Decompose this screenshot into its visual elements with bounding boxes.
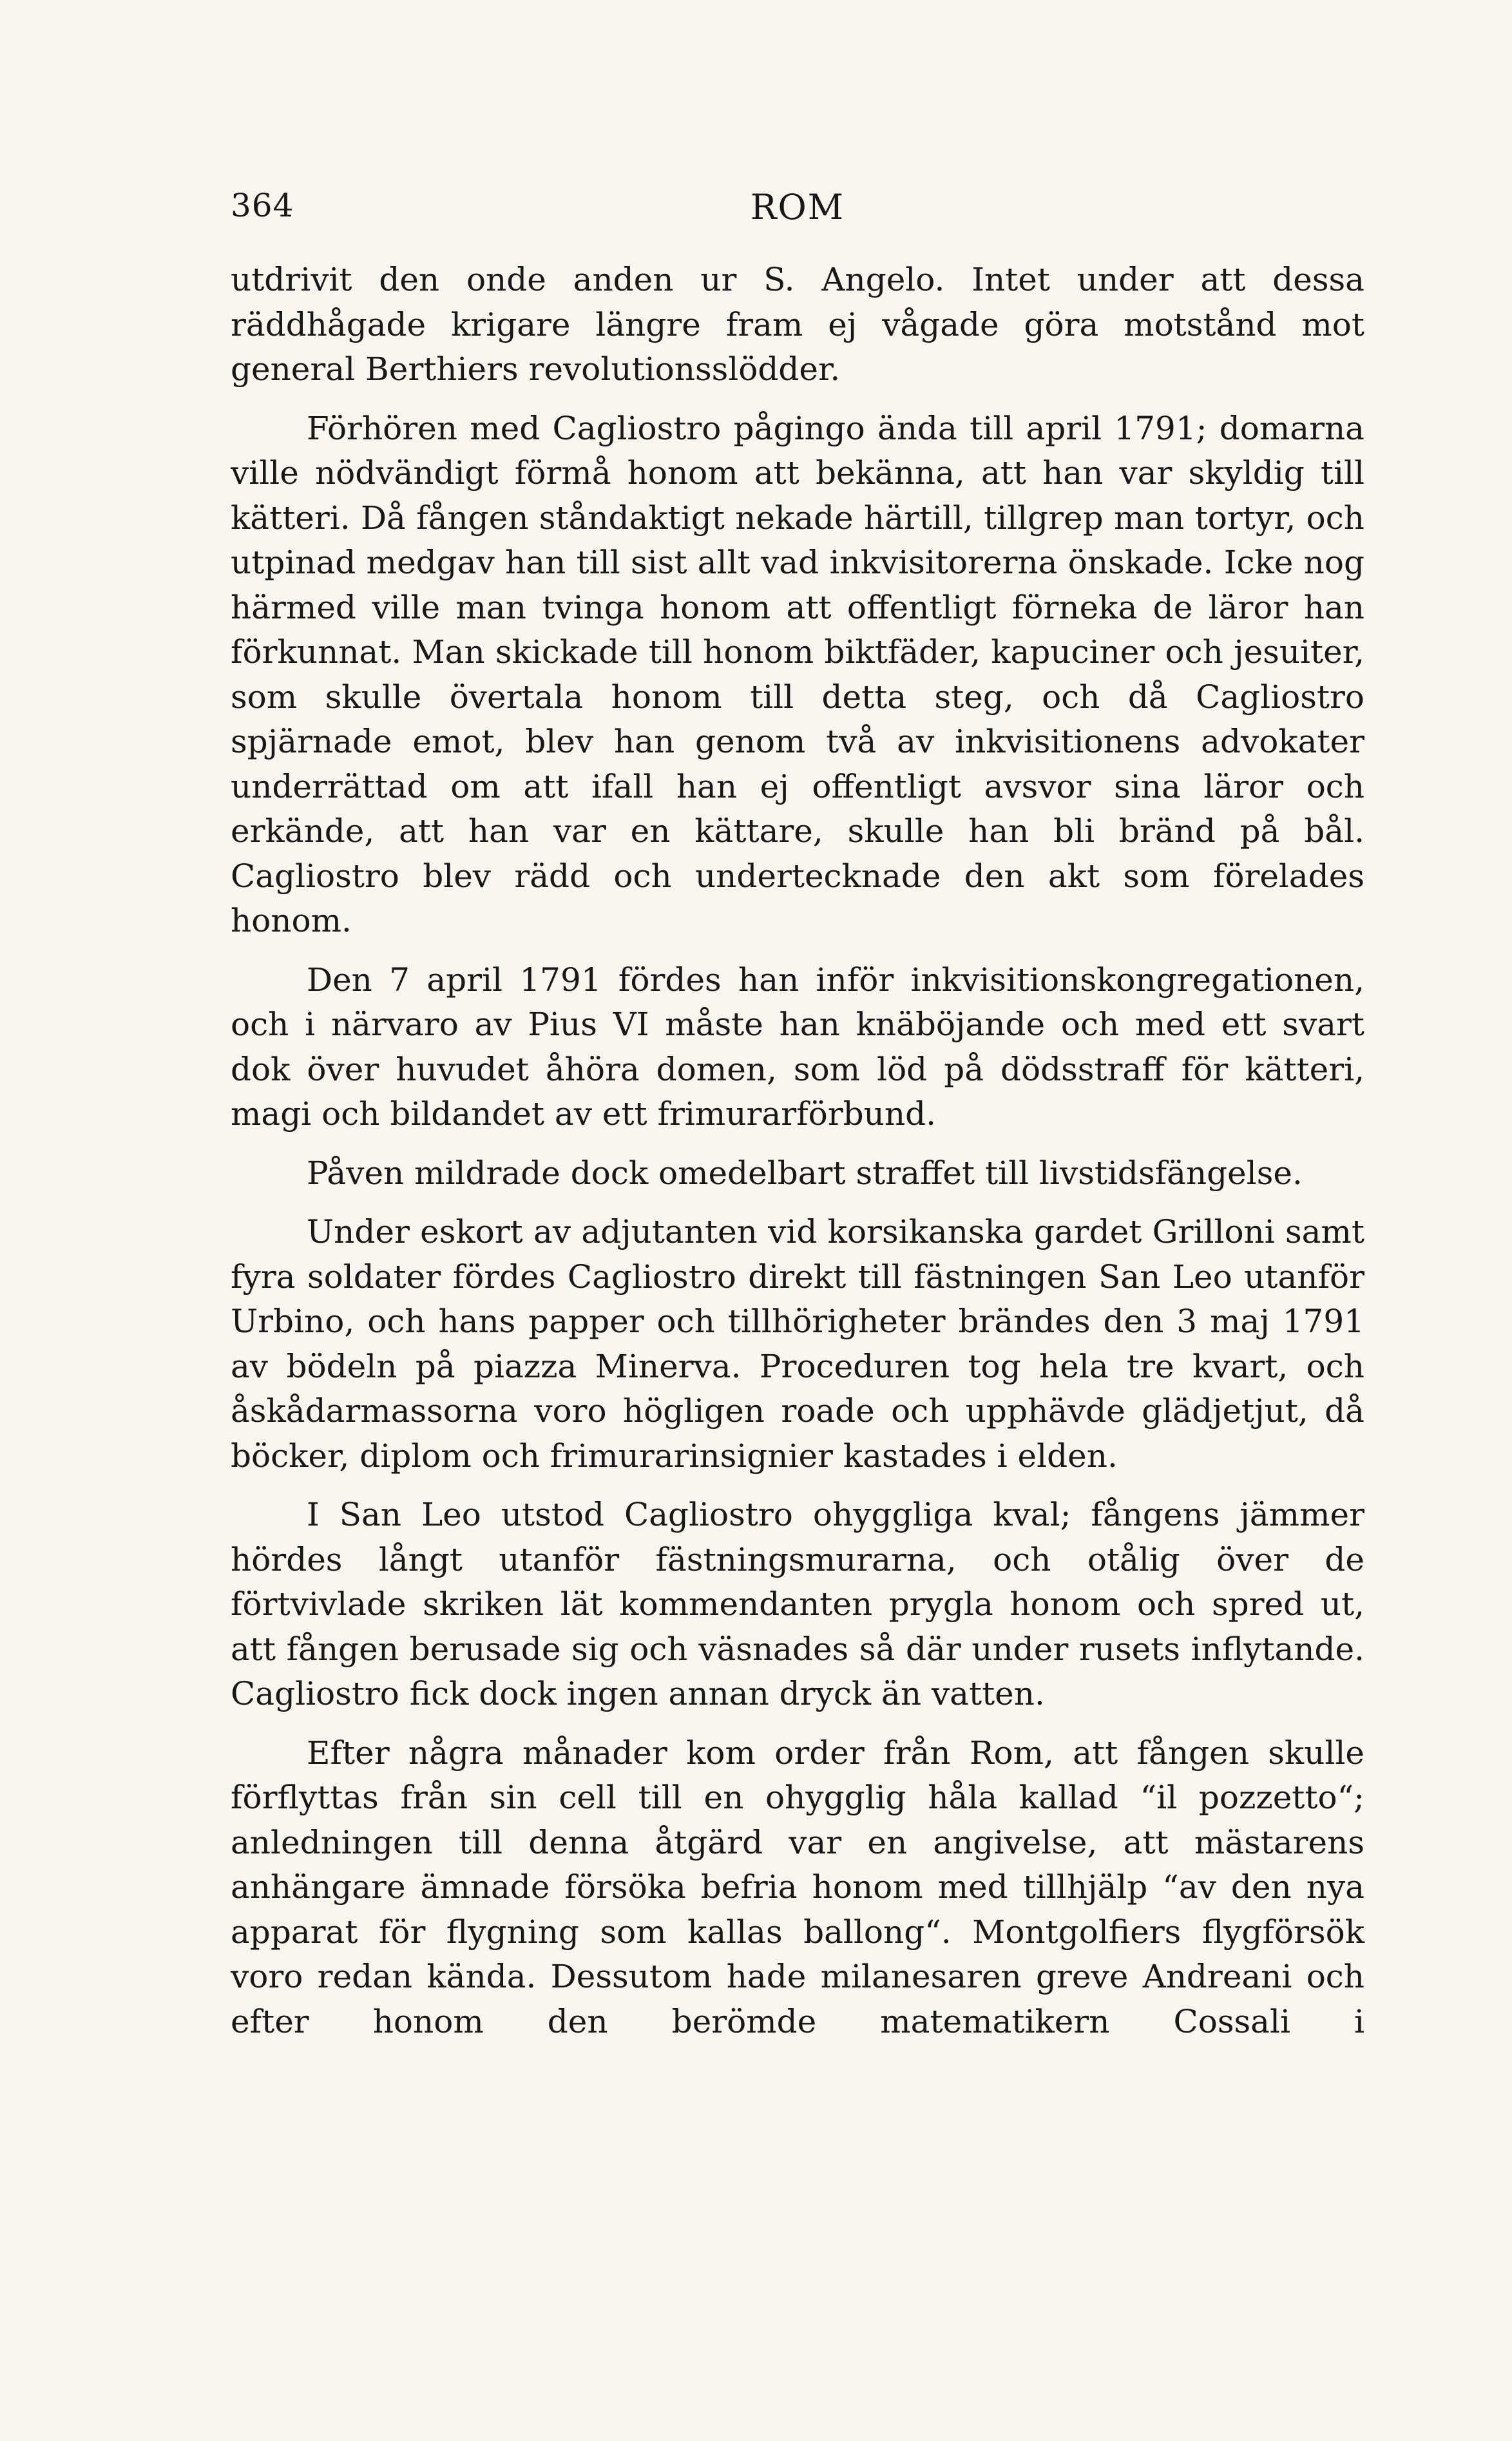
running-head [231,187,1364,245]
page-number: 364 [231,187,294,224]
paragraph-san-leo: I San Leo utstod Cagliostro ohyggliga kval; fångens jämmer hördes långt utanför fästningsmurarna, och otålig över de förtvivlade skriken lät kommendanten prygla honom och spred ut, att fången berusade sig och väsnades så där under rusets inflytande. Cagliostro fick dock ingen annan dryck än vatten. [231,1496,1364,1712]
paragraph-sentence: Den 7 april 1791 fördes han inför inkvisitionskongregationen, och i närvaro av Pius VI måste han knäböjande och med ett svart dok över huvudet åhöra domen, som löd på dödsstraff för kätteri, magi och bildandet av ett frimurarförbund. [231,961,1364,1133]
paragraph-continuation: utdrivit den onde anden ur S. Angelo. Intet under att dessa räddhågade krigare längre fram ej vågade göra motstånd mot general Berthiers revolutionsslödder. [231,261,1364,388]
body-text [231,258,1364,2058]
running-title: ROM [750,187,845,227]
paragraph-interrogation: Förhören med Cagliostro pågingo ända till april 1791; domarna ville nödvändigt förmå honom att bekänna, att han var skyldig till kätteri. Då fången ståndaktigt nekade härtill, tillgrep man tortyr, och utpinad medgav han till sist allt vad inkvisitorerna önskade. Icke nog härmed ville man tvinga honom att offentligt förneka de läror han förkunnat. Man skickade till honom biktfäder, kapuciner och jesuiter, som skulle övertala honom till detta steg, och då Cagliostro spjärnade emot, blev han genom två av inkvisitionens advokater underrättad om att ifall han ej offentligt avsvor sina läror och erkände, att han var en kättare, skulle han bli bränd på bål. Cagliostro blev rädd och undertecknade den akt som förelades honom. [231,409,1364,939]
paragraph-pozzetto: Efter några månader kom order från Rom, att fången skulle förflyttas från sin cell till en ohygglig håla kallad “il pozzetto“; anledningen till denna åtgärd var en angivelse, att mästarens anhängare ämnade försöka befria honom med tillhjälp “av den nya apparat för flygning som kallas ballong“. Montgolfiers flygförsök voro redan kända. Dessutom hade milanesaren greve Andreani och efter honom den berömde matematikern Cossali i [231,1734,1364,2040]
paragraph-escort: Under eskort av adjutanten vid korsikanska gardet Grilloni samt fyra soldater fördes Cagliostro direkt till fästningen San Leo utanför Urbino, och hans papper och tillhörigheter brändes den 3 maj 1791 av bödeln på piazza Minerva. Proceduren tog hela tre kvart, och åskådarmassorna voro högligen roade och upphävde glädjetjut, då böcker, diplom och frimurarinsignier kastades i elden. [231,1213,1364,1475]
paragraph-pope: Påven mildrade dock omedelbart straffet till livstidsfängelse. [307,1154,1303,1192]
